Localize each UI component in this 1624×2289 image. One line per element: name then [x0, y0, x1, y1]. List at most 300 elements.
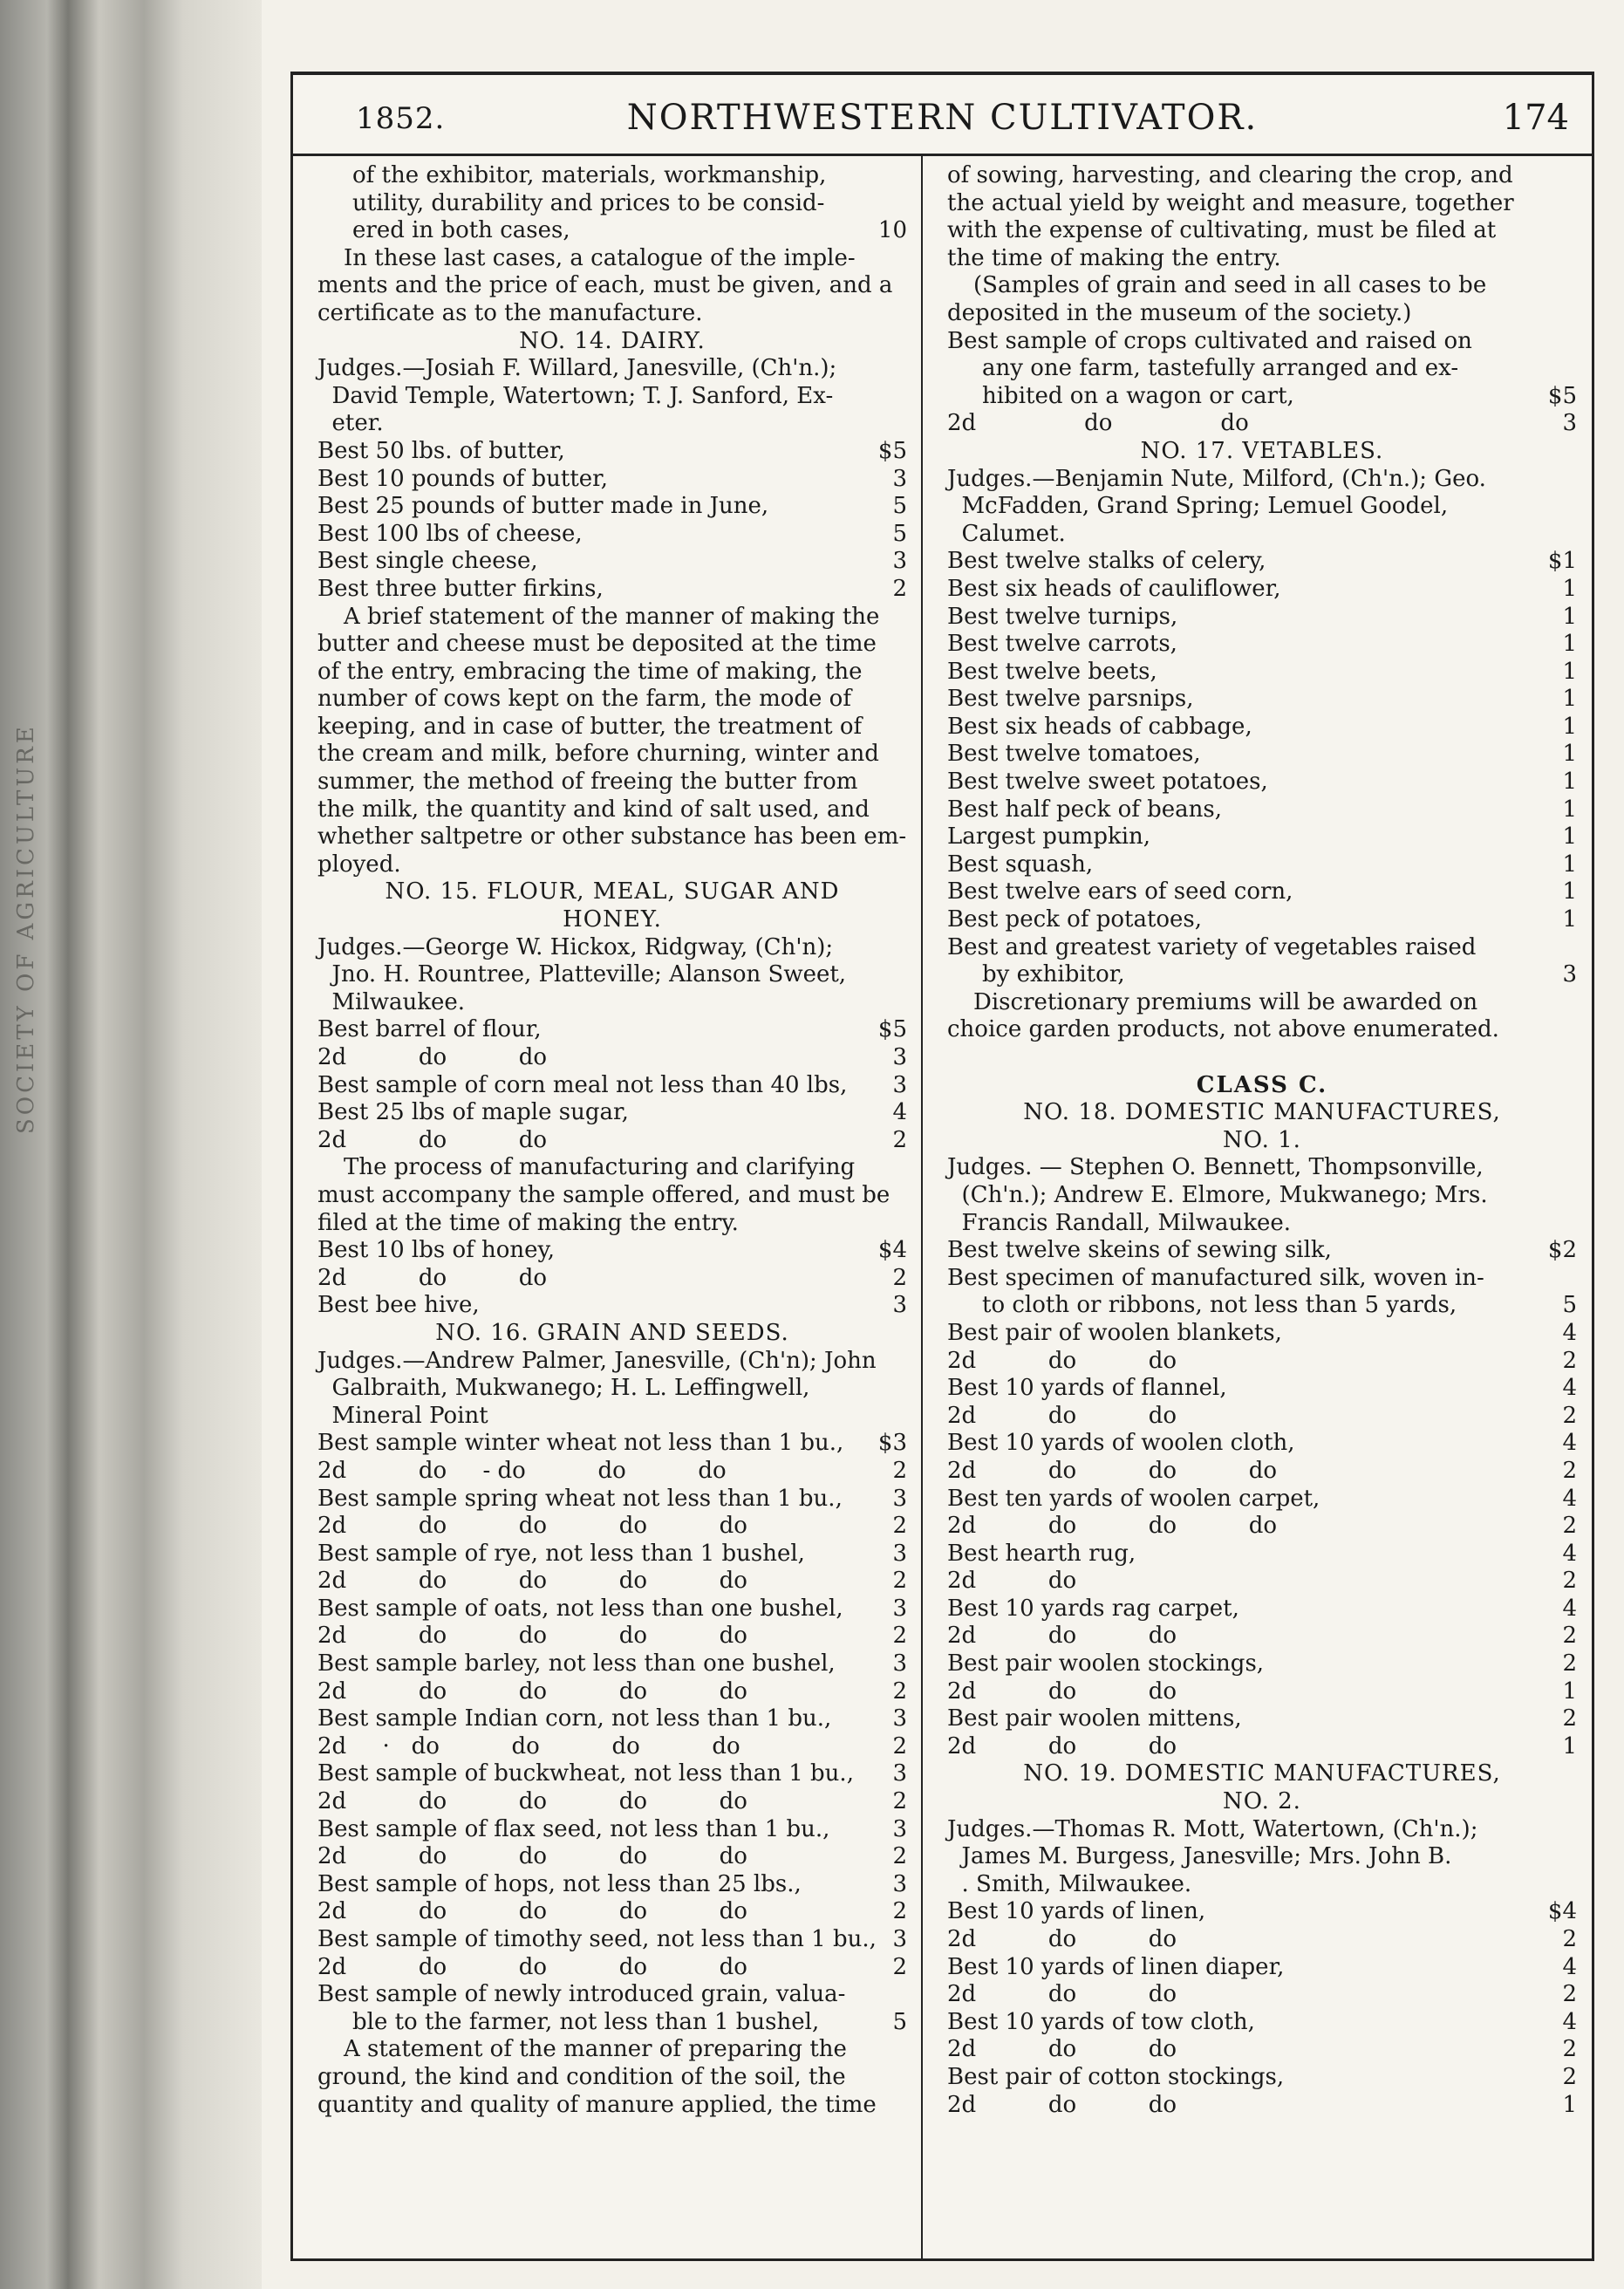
line-text: NO. 19. DOMESTIC MANUFACTURES,	[1023, 1760, 1501, 1787]
premium-value: 3	[1562, 961, 1577, 988]
premium-value: $3	[877, 1430, 907, 1457]
line-text: HONEY.	[563, 906, 662, 933]
line-text: hibited on a wagon or cart,	[982, 382, 1294, 409]
line-text: Best sample winter wheat not less than 1 bu.,	[317, 1430, 844, 1457]
line-text: choice garden products, not above enumerated.	[947, 1016, 1499, 1043]
line-text: 2d do do do	[947, 1457, 1278, 1484]
text-line	[317, 1760, 907, 1788]
text-line	[317, 300, 907, 328]
premium-value: 1	[1562, 1677, 1577, 1705]
line-text: 2d do - do do do	[317, 1457, 727, 1484]
line-text: Best 10 pounds of butter,	[317, 465, 608, 492]
text-line	[317, 989, 907, 1017]
line-text: Best 10 yards of tow cloth,	[947, 2008, 1255, 2035]
premium-value: 2	[892, 1677, 907, 1705]
text-line	[317, 1210, 907, 1238]
premium-value: 3	[892, 1044, 907, 1070]
text-line	[947, 576, 1577, 604]
text-line	[947, 383, 1577, 411]
line-text: Best peck of potatoes,	[947, 906, 1203, 933]
line-text: Best sample of newly introduced grain, valua-	[317, 1981, 846, 2008]
text-line	[947, 604, 1577, 632]
premium-value: 2	[1562, 1623, 1577, 1650]
premium-value: 3	[892, 1815, 907, 1842]
line-text: 2d do do	[947, 1981, 1177, 2008]
premium-value: 1	[1562, 686, 1577, 713]
line-text: to cloth or ribbons, not less than 5 yards,	[982, 1292, 1457, 1319]
line-text: Best sample of hops, not less than 25 lbs.,	[317, 1870, 802, 1897]
text-line	[947, 1898, 1577, 1926]
line-text: Best 25 lbs of maple sugar,	[317, 1099, 629, 1126]
premium-value: 1	[1562, 906, 1577, 933]
text-line	[317, 410, 907, 438]
text-line	[947, 1623, 1577, 1650]
premium-value: 1	[1562, 631, 1577, 658]
line-text: 2d do do do do	[317, 1623, 747, 1650]
line-text: ground, the kind and condition of the soil, the	[317, 2063, 846, 2090]
line-text: Best twelve parsnips,	[947, 686, 1194, 713]
text-line	[317, 1292, 907, 1320]
line-text: Best sample barley, not less than one bushel,	[317, 1650, 836, 1677]
text-line	[317, 961, 907, 989]
line-text: filed at the time of making the entry.	[317, 1209, 739, 1236]
line-text: the actual yield by weight and measure, together	[947, 189, 1514, 216]
premium-value: 3	[892, 1595, 907, 1622]
premium-value: 2	[1562, 2036, 1577, 2063]
text-line	[317, 1650, 907, 1678]
premium-value: $5	[1547, 382, 1577, 409]
line-text: Best sample of timothy seed, not less than 1 bu.,	[317, 1926, 877, 1952]
premium-value: 1	[1562, 575, 1577, 602]
text-line	[947, 906, 1577, 934]
text-line	[317, 823, 907, 851]
line-text: Judges.—Andrew Palmer, Janesville, (Ch'n); John	[317, 1347, 877, 1374]
line-text: 2d do	[947, 1568, 1077, 1595]
line-text: Best 10 yards of linen diaper,	[947, 1953, 1285, 1980]
line-text: Best twelve stalks of celery,	[947, 548, 1266, 575]
premium-value: 2	[892, 1126, 907, 1153]
premium-value: 10	[877, 217, 907, 244]
text-line	[317, 217, 907, 245]
text-line	[947, 272, 1577, 300]
line-text: utility, durability and prices to be consid-	[352, 189, 825, 216]
text-line	[947, 2064, 1577, 2092]
text-line	[317, 1127, 907, 1155]
premium-value: 3	[892, 1650, 907, 1677]
premium-value: 4	[1562, 1485, 1577, 1512]
line-text: the cream and milk, before churning, winter and	[317, 741, 879, 768]
line-text: In these last cases, a catalogue of the imple-	[344, 244, 856, 271]
premium-value: $5	[877, 437, 907, 464]
premium-value: 2	[892, 1788, 907, 1815]
text-line	[947, 934, 1577, 962]
text-line	[317, 493, 907, 521]
text-line	[947, 1348, 1577, 1376]
line-text: 2d do do	[947, 1677, 1177, 1705]
line-text: Best six heads of cauliflower,	[947, 575, 1281, 602]
text-line	[947, 2036, 1577, 2064]
text-line	[947, 1981, 1577, 2009]
premium-value: 5	[892, 493, 907, 520]
line-text: of the entry, embracing the time of making, the	[317, 658, 863, 685]
line-text: James M. Burgess, Janesville; Mrs. John B.	[947, 1843, 1452, 1870]
line-text: ble to the farmer, not less than 1 bushel,	[352, 2008, 820, 2035]
premium-value: 1	[1562, 2091, 1577, 2118]
line-text: 2d do do	[947, 2091, 1177, 2118]
page-header	[293, 75, 1592, 156]
text-line	[317, 769, 907, 796]
line-text: Best barrel of flour,	[317, 1016, 542, 1043]
text-line	[947, 1568, 1577, 1595]
line-text: 2d do do	[317, 1264, 548, 1291]
text-line	[317, 1981, 907, 2009]
text-line	[947, 1871, 1577, 1899]
text-line	[317, 796, 907, 824]
text-line	[947, 631, 1577, 659]
line-text: of the exhibitor, materials, workmanship,	[352, 162, 827, 188]
line-text: Judges.—Benjamin Nute, Milford, (Ch'n.); Geo.	[947, 465, 1486, 492]
line-text: 2d do do	[317, 1126, 548, 1153]
line-text: 2d do do	[947, 1623, 1177, 1650]
line-text: Mineral Point	[317, 1402, 488, 1429]
text-line	[947, 1210, 1577, 1238]
line-text: of sowing, harvesting, and clearing the crop, and	[947, 162, 1513, 188]
line-text: keeping, and in case of butter, the treatment of	[317, 713, 863, 740]
line-text: . Smith, Milwaukee.	[947, 1870, 1192, 1897]
line-text: Best single cheese,	[317, 548, 538, 575]
line-text: (Ch'n.); Andrew E. Elmore, Mukwanego; Mrs.	[947, 1181, 1488, 1208]
text-line	[947, 989, 1577, 1017]
premium-value: $4	[877, 1237, 907, 1264]
line-text: 2d do do do	[947, 1513, 1278, 1540]
line-text: 2d do do do do	[317, 1677, 747, 1705]
text-line	[947, 1705, 1577, 1733]
line-text: Best twelve skeins of sewing silk,	[947, 1237, 1332, 1264]
text-line	[947, 1237, 1577, 1265]
text-line	[317, 934, 907, 962]
text-line	[947, 1954, 1577, 1982]
line-text: 2d do do	[947, 1347, 1177, 1374]
premium-value: 2	[1562, 1926, 1577, 1952]
line-text: 2d do do do do	[317, 1788, 747, 1815]
line-text: 2d do do do do	[317, 1898, 747, 1925]
text-line	[947, 1678, 1577, 1706]
text-line	[317, 1016, 907, 1044]
text-line	[317, 1458, 907, 1486]
text-line	[947, 823, 1577, 851]
section-heading	[947, 1760, 1577, 1788]
text-line	[947, 1458, 1577, 1486]
text-line	[947, 162, 1577, 190]
text-line	[947, 878, 1577, 906]
text-line	[317, 741, 907, 769]
line-text: David Temple, Watertown; T. J. Sanford, Ex-	[317, 382, 834, 409]
premium-value: 2	[1562, 1513, 1577, 1540]
text-line	[947, 1016, 1577, 1044]
text-line	[317, 1623, 907, 1650]
line-text: Best specimen of manufactured silk, woven in-	[947, 1264, 1484, 1291]
line-text: Judges. — Stephen O. Bennett, Thompsonville,	[947, 1154, 1484, 1181]
premium-value: 1	[1562, 713, 1577, 740]
premium-value: 5	[892, 2008, 907, 2035]
text-line	[317, 714, 907, 741]
text-line	[947, 300, 1577, 328]
line-text: quantity and quality of manure applied, the time	[317, 2091, 877, 2118]
text-line	[317, 576, 907, 604]
text-line	[317, 1154, 907, 1182]
text-line	[317, 548, 907, 576]
text-line	[947, 355, 1577, 383]
line-text: Best six heads of cabbage,	[947, 713, 1252, 740]
premium-value: 3	[892, 1540, 907, 1567]
section-heading	[947, 1127, 1577, 1155]
premium-value: 4	[1562, 2008, 1577, 2035]
text-line	[317, 383, 907, 411]
line-text: Judges.—Thomas R. Mott, Watertown, (Ch'n.);	[947, 1815, 1478, 1842]
premium-value: 4	[1562, 1375, 1577, 1402]
line-text: Best sample Indian corn, not less than 1 bu.,	[317, 1705, 832, 1732]
line-text: 2d do do do do	[317, 1843, 747, 1870]
line-text: Best sample of oats, not less than one bushel,	[317, 1595, 843, 1622]
premium-value: 5	[1562, 1292, 1577, 1319]
line-text: Best twelve beets,	[947, 658, 1157, 685]
text-line	[317, 1430, 907, 1458]
text-line	[317, 1898, 907, 1926]
text-line	[947, 1595, 1577, 1623]
text-line	[947, 1375, 1577, 1403]
line-text: Calumet.	[947, 520, 1066, 547]
text-line	[317, 1843, 907, 1871]
text-line	[947, 1843, 1577, 1871]
line-text: summer, the method of freeing the butter from	[317, 769, 858, 796]
text-line	[317, 2036, 907, 2064]
text-line	[947, 190, 1577, 218]
line-text: 2d do do	[947, 1402, 1177, 1429]
premium-value: 2	[892, 1568, 907, 1595]
line-text: 2d do do do do	[317, 1513, 747, 1540]
text-line	[947, 1513, 1577, 1541]
text-line	[317, 1348, 907, 1376]
line-text: Best 10 yards of flannel,	[947, 1375, 1227, 1402]
line-text: (Samples of grain and seed in all cases to be	[973, 272, 1487, 299]
text-line	[947, 521, 1577, 549]
header-year: 1852.	[356, 101, 446, 136]
premium-value: 2	[892, 1264, 907, 1291]
premium-value: 3	[892, 1926, 907, 1952]
text-line	[317, 1595, 907, 1623]
line-text: Discretionary premiums will be awarded on	[973, 988, 1478, 1015]
line-text: with the expense of cultivating, must be filed at	[947, 217, 1497, 244]
text-line	[317, 438, 907, 466]
line-text: The process of manufacturing and clarifying	[344, 1154, 856, 1181]
line-text: Best pair of woolen blankets,	[947, 1319, 1282, 1346]
line-text: NO. 17. VETABLES.	[1140, 437, 1384, 464]
premium-value: 2	[892, 1732, 907, 1759]
line-text: Best sample of crops cultivated and raised on	[947, 327, 1472, 354]
line-text: Best bee hive,	[317, 1292, 480, 1319]
line-text: butter and cheese must be deposited at the time	[317, 631, 877, 658]
line-text: 2d do do	[947, 1926, 1177, 1952]
premium-value: 2	[1562, 2063, 1577, 2090]
text-line	[317, 2009, 907, 2037]
premium-value: $1	[1547, 548, 1577, 575]
line-text: NO. 1.	[1223, 1126, 1301, 1153]
text-line	[317, 604, 907, 632]
line-text: the time of making the entry.	[947, 244, 1281, 271]
premium-value: $5	[877, 1016, 907, 1043]
text-line	[947, 548, 1577, 576]
line-text: certificate as to the manufacture.	[317, 299, 703, 326]
line-text: number of cows kept on the farm, the mode of	[317, 686, 851, 713]
premium-value: 3	[892, 465, 907, 492]
line-text: 2d do do	[947, 1732, 1177, 1759]
text-line	[317, 1954, 907, 1982]
text-line	[317, 1678, 907, 1706]
text-line	[947, 961, 1577, 989]
text-line	[317, 1099, 907, 1127]
line-text: Best ten yards of woolen carpet,	[947, 1485, 1320, 1512]
text-line	[317, 1568, 907, 1595]
text-line	[317, 466, 907, 494]
premium-value: 1	[1562, 603, 1577, 630]
text-line	[947, 686, 1577, 714]
line-text: ployed.	[317, 851, 401, 878]
newspaper-page	[290, 72, 1594, 2261]
premium-value: 2	[1562, 1568, 1577, 1595]
premium-value: 3	[892, 1485, 907, 1512]
line-text: Francis Randall, Milwaukee.	[947, 1209, 1291, 1236]
section-heading	[317, 328, 907, 356]
premium-value: 3	[1562, 410, 1577, 437]
line-text: Best pair woolen mittens,	[947, 1705, 1242, 1732]
line-text: Best sample of buckwheat, not less than 1 bu.,	[317, 1760, 854, 1787]
line-text: Jno. H. Rountree, Platteville; Alanson Sweet,	[317, 961, 847, 988]
premium-value: 2	[892, 1623, 907, 1650]
line-text: NO. 18. DOMESTIC MANUFACTURES,	[1023, 1099, 1501, 1126]
line-text: NO. 16. GRAIN AND SEEDS.	[435, 1319, 789, 1346]
line-text: the milk, the quantity and kind of salt used, and	[317, 796, 870, 823]
text-line	[947, 2092, 1577, 2120]
text-line	[947, 493, 1577, 521]
text-line	[947, 1650, 1577, 1678]
premium-value: 1	[1562, 796, 1577, 823]
line-text: Best 100 lbs of cheese,	[317, 520, 583, 547]
line-text: Largest pumpkin,	[947, 823, 1151, 851]
text-line	[317, 1816, 907, 1844]
page-number: 174	[1502, 98, 1569, 138]
text-line	[947, 217, 1577, 245]
premium-value: 3	[892, 548, 907, 575]
text-line	[317, 1513, 907, 1541]
text-line	[947, 769, 1577, 796]
premium-value: 4	[1562, 1430, 1577, 1457]
premium-value: 2	[1562, 1981, 1577, 2008]
premium-value: 2	[892, 1513, 907, 1540]
line-text: whether saltpetre or other substance has been em-	[317, 823, 907, 851]
line-text: Best pair woolen stockings,	[947, 1650, 1265, 1677]
line-text: 2d · do do do do	[317, 1732, 740, 1759]
text-line	[947, 466, 1577, 494]
premium-value: 3	[892, 1705, 907, 1732]
line-text: Best 10 yards of linen,	[947, 1898, 1206, 1925]
line-text: Best three butter firkins,	[317, 575, 604, 602]
text-line	[317, 1788, 907, 1816]
text-line	[947, 1403, 1577, 1431]
line-text: by exhibitor,	[982, 961, 1125, 988]
line-text: Best 50 lbs. of butter,	[317, 437, 565, 464]
premium-value: 1	[1562, 823, 1577, 851]
text-line	[947, 1541, 1577, 1568]
text-line	[947, 1320, 1577, 1348]
section-heading	[317, 878, 907, 906]
text-line	[947, 1044, 1577, 1072]
text-line	[317, 1265, 907, 1293]
premium-value: 1	[1562, 658, 1577, 685]
line-text: ered in both cases,	[352, 217, 570, 244]
section-heading	[317, 1320, 907, 1348]
column-rule	[921, 155, 923, 2258]
text-line	[317, 1072, 907, 1100]
line-text: NO. 14. DAIRY.	[519, 327, 706, 354]
text-line	[317, 851, 907, 879]
premium-value: 5	[892, 520, 907, 547]
section-heading	[947, 1788, 1577, 1816]
line-text: Best twelve sweet potatoes,	[947, 769, 1268, 796]
line-text: Best twelve tomatoes,	[947, 741, 1201, 768]
line-text: Best twelve ears of seed corn,	[947, 878, 1293, 905]
text-line	[947, 328, 1577, 356]
premium-value: 2	[892, 1843, 907, 1870]
line-text: Milwaukee.	[317, 988, 466, 1015]
text-line	[317, 272, 907, 300]
premium-value: 2	[1562, 1402, 1577, 1429]
premium-value: 2	[1562, 1347, 1577, 1374]
text-line	[317, 1871, 907, 1899]
premium-value: 4	[1562, 1540, 1577, 1567]
premium-value: 2	[892, 1898, 907, 1925]
right-column	[947, 162, 1577, 2119]
text-line	[947, 796, 1577, 824]
section-heading	[947, 1072, 1577, 1100]
line-text: deposited in the museum of the society.)	[947, 299, 1412, 326]
line-text: 2d do do do do	[317, 1568, 747, 1595]
premium-value: 2	[892, 575, 907, 602]
line-text: Best squash,	[947, 851, 1094, 878]
binding-text: SOCIETY OF AGRICULTURE	[13, 723, 39, 1134]
text-line	[317, 659, 907, 687]
text-line	[317, 190, 907, 218]
line-text: McFadden, Grand Spring; Lemuel Goodel,	[947, 493, 1449, 520]
left-column	[317, 162, 907, 2119]
premium-value: $4	[1547, 1898, 1577, 1925]
text-line	[317, 1541, 907, 1568]
premium-value: 4	[892, 1099, 907, 1126]
text-line	[947, 1292, 1577, 1320]
premium-value: 2	[1562, 1457, 1577, 1484]
text-line	[947, 1182, 1577, 1210]
text-line	[947, 741, 1577, 769]
premium-value: 3	[892, 1071, 907, 1098]
premium-value: 4	[1562, 1595, 1577, 1622]
text-line	[317, 355, 907, 383]
line-text: any one farm, tastefully arranged and ex-	[982, 355, 1459, 382]
line-text: 2d do do	[317, 1044, 548, 1070]
premium-value: 3	[892, 1760, 907, 1787]
text-line	[317, 1403, 907, 1431]
line-text: Best pair of cotton stockings,	[947, 2063, 1285, 2090]
line-text: Best and greatest variety of vegetables raised	[947, 933, 1477, 960]
text-line	[317, 1705, 907, 1733]
